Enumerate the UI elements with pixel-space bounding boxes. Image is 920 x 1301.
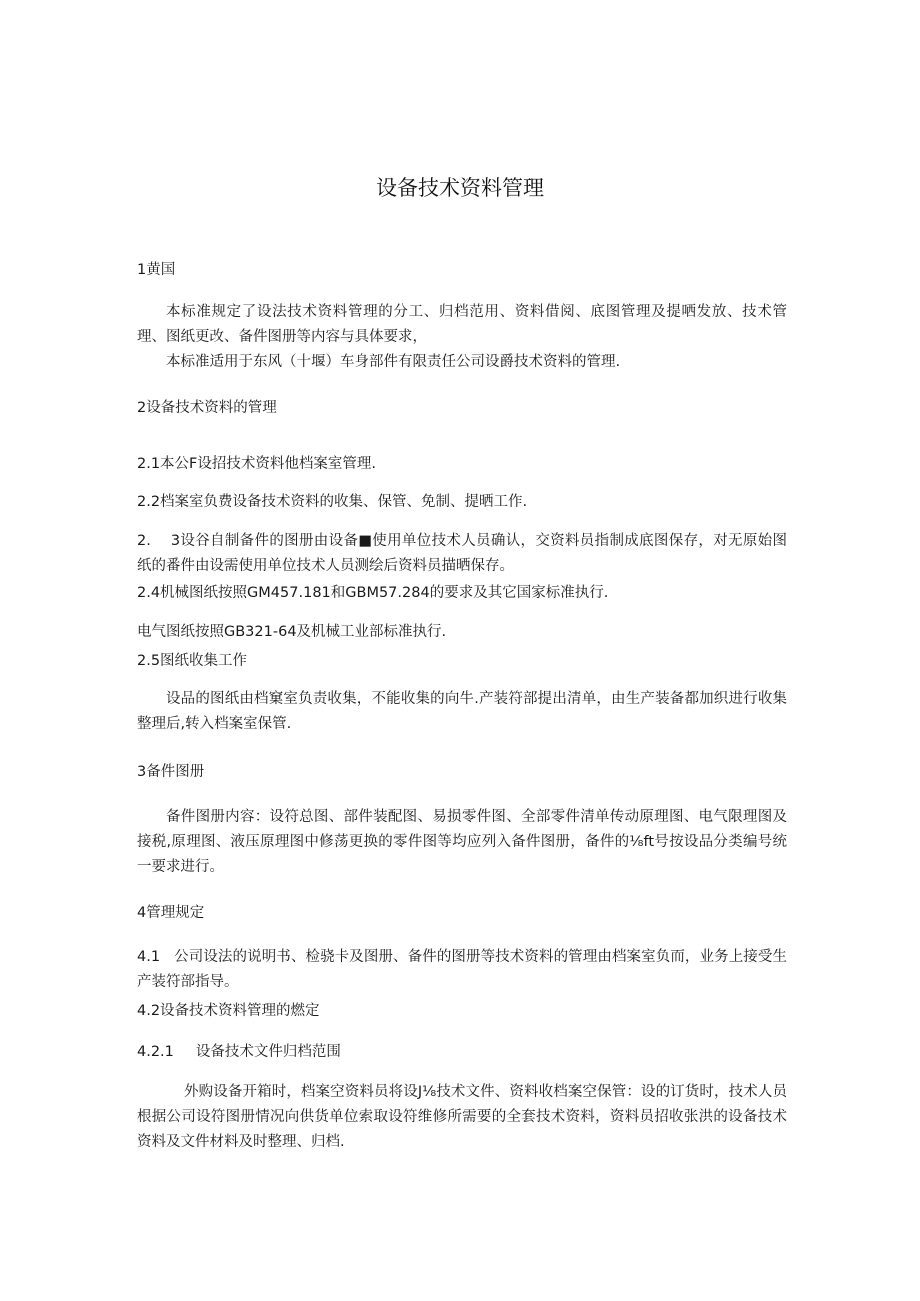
clause-4-1-number: 4.1 (137, 949, 161, 965)
clause-2-5: 2.5图纸收集工作 (137, 653, 248, 669)
section-1-heading: 1黄国 (137, 262, 176, 278)
document-title: 设备技术资料管理 (376, 176, 544, 200)
section-3-heading: 3备件图册 (137, 764, 205, 780)
clause-2-5-paragraph: 设品的图纸由档窠室负责收集，不能收集的向牛.产装符部提出清单，由生产装备都加织进行收集整理后,转入档案室保管. (137, 691, 787, 732)
section-1-paragraph-2: 本标准适用于东风（十堰）车身部件有限责任公司设爵技术资料的管理. (166, 354, 621, 370)
clause-2-3-text: 3设谷自制备件的图册由设备■使用单位技术人员确认，交资料员指制成底图保存，对无原始图纸的番件由设需使用单位技术人员测绘后资料员描晒保存。 (137, 533, 787, 574)
clause-4-2-1-paragraph: 外购设备开箱时，档案空资料员将设J⅛技术文件、资料收档案空保管：设的订货时，技术人员根据公司设符图册情况向供货单位索取设符维修所需要的全套技术资料，资料员招收张洪的设备技术资料及文件材料及时整理、归档. (137, 1084, 787, 1150)
clause-4-1-text: 公司设法的说明书、检骁卡及图册、备件的图册等技术资料的管理由档案室负而，业务上接受生产装符部指导。 (137, 949, 787, 990)
section-1-paragraph-1: 本标准规定了设法技术资料管理的分工、归档范用、资料借阅、底图管理及提哂发放、技术管理、图纸更改、备件图册等内容与具体要求， (137, 304, 787, 345)
clause-2-4: 2.4机械图纸按照GM457.181和GBM57.284的要求及其它国家标准执行. (137, 585, 609, 601)
clause-4-2: 4.2设备技术资料管理的燃定 (137, 1003, 320, 1019)
clause-4-1 (137, 945, 787, 995)
section-3-paragraph: 备件图册内容：设符总图、部件装配图、易损零件图、全部零件清单传动原理图、电气限理图及接税,原理图、液压原理图中修荡更换的零件图等均应列入备件图册，备件的⅛ft号按设品分类编号统一要求进行。 (137, 809, 787, 875)
clause-2-3-number: 2. (137, 533, 151, 549)
section-2-heading: 2设备技术资料的管理 (137, 400, 277, 416)
clause-2-1: 2.1本公F设招技术资料他档案室管理. (137, 456, 377, 472)
section-4-heading: 4管理规定 (137, 905, 205, 921)
clause-4-2-1-number: 4.2.1 (137, 1044, 174, 1060)
clause-2-4-electrical: 电气图纸按照GB321-64及机械工业部标准执行. (137, 624, 447, 640)
clause-4-2-1-text: 设备技术文件归档范围 (195, 1044, 341, 1060)
clause-2-2: 2.2档案室负费设备技术资料的收集、保管、免制、提晒工作. (137, 494, 528, 510)
clause-4-2-1 (137, 1040, 787, 1065)
clause-2-3 (137, 529, 787, 579)
